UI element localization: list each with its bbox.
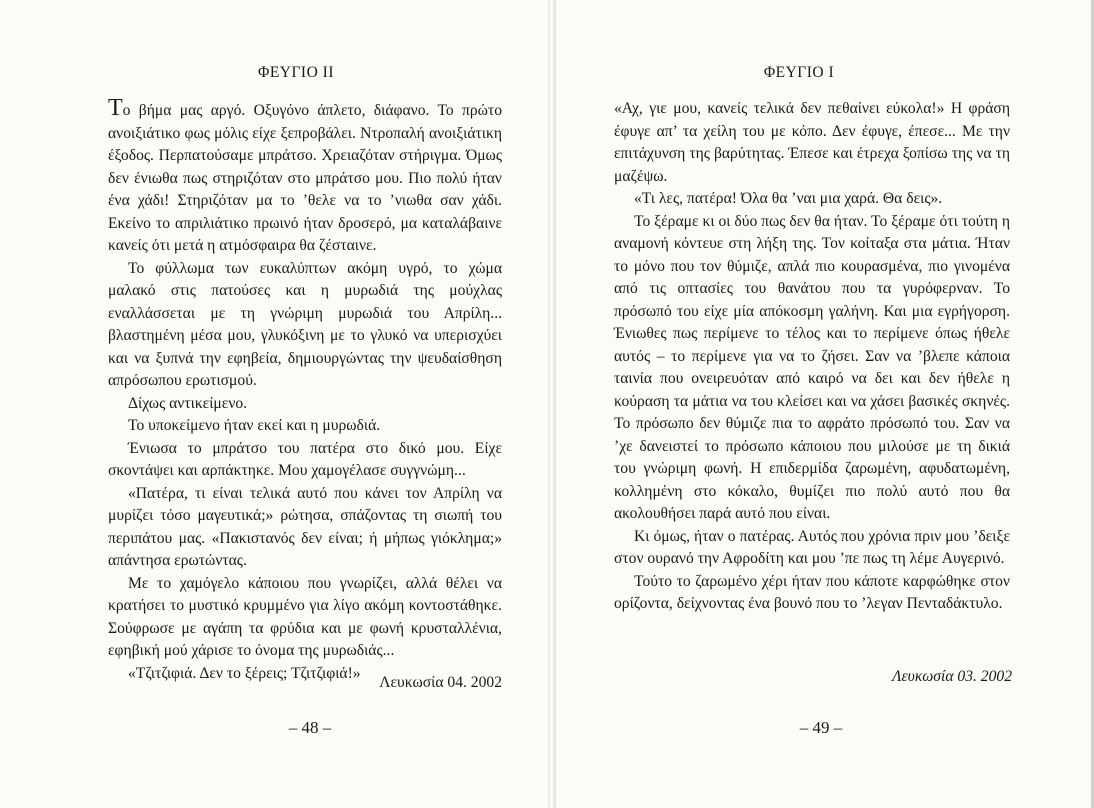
paragraph: Τούτο το ζαρωμένο χέρι ήταν που κάποτε καρφώθηκε στον ορίζοντα, δείχνοντας ένα βουνό που το ’λεγαν Πενταδάκτυλο.	[614, 572, 1010, 612]
right-page	[556, 0, 1094, 808]
paragraph: «Τζιτζιφιά. Δεν το ξέρεις; Τζιτζιφιά!»	[128, 664, 361, 682]
paragraph: Κι όμως, ήταν ο πατέρας. Αυτός που χρόνια πριν μου ’δειξε στον ουρανό την Αφροδίτη και μου ’πε πως τη λέμε Αυγερινό.	[614, 527, 1010, 567]
paragraph: Το ξέραμε κι οι δύο πως δεν θα ήταν. Το ξέραμε ότι τούτη η αναμονή κόντευε στη λήξη της. Τον κοίταξα στα μάτια. Ήταν το μόνο που τον θύμιζε, απλά πιο κουρασμένα, πιο γινομένα από τις οπτασίες του θανάτου που τα γυρόφερναν. Το πρόσωπό του είχε μία απόκοσμη γαλήνη. Και μια εγρήγορση. Ένιωθες πως περίμενε το τέλος και το περίμενε όπως ήθελε αυτός – το περίμενε για να το ζήσει. Σαν να ’βλεπε κάποια ταινία που ονειρευόταν από καιρό να δει και δεν ήθελε η κούραση τα μάτια να του κλείσει και να χάσει βασικές σκηνές. Το πρόσωπο δεν θύμιζε πια το αφράτο πρόσωπό του. Σαν να ’χε δανειστεί το πρόσωπο κάποιου που μιλούσε με τη δικιά του γνώριμη φωνή. Η επιδερμίδα ζαρωμένη, αφυδατωμένη, κολλημένη στο κόκαλο, θυμίζει πιο πολύ αυτό που θα ακολουθήσει παρά αυτό που είναι.	[614, 212, 1010, 522]
paragraph-text: ο βήμα μας αργό. Οξυγόνο άπλετο, διάφανο. Το πρώτο ανοιξιάτικο φως μόλις είχε ξεπροβάλει. Ντροπαλή ανοιξιάτικη έξοδος. Περπατούσαμε μπράτσο. Χρειαζόταν στήριγμα. Όμως δεν ένιωθα πως στηριζόταν στο μπράτσο μου. Πιο πολύ ήταν ένα χάδι! Στηριζόταν μα το ’θελε να το ’νιωθα σαν χάδι. Εκείνο το απριλιάτικο πρωινό ήταν δροσερό, μα καταλάβαινε κανείς ότι μετά η ατμόσφαιρα θα ζέσταινε.	[108, 102, 502, 254]
paragraph: Δίχως αντικείμενο.	[128, 394, 248, 412]
paragraph: Με το χαμόγελο κάποιου που γνωρίζει, αλλά θέλει να κρατήσει το μυστικό κρυμμένο για λίγο ακόμη κοντοστάθηκε. Σούφρωσε με αγάπη τα φρύδια και με φωνή κρυσταλλένια, εφηβική μού χάρισε το όνομα της μυρωδιάς...	[108, 574, 502, 659]
chapter-text	[108, 95, 502, 685]
paragraph: «Αχ, γιε μου, κανείς τελικά δεν πεθαίνει εύκολα!» Η φράση έφυγε απ’ τα χείλη του με κόπο. Δεν έφυγε, έπεσε... Με την επιτάχυνση της βαρύτητας. Έπεσε και έτρεχα ξοπίσω της να τη μαζέψω.	[614, 100, 1010, 185]
paragraph: Το φύλλωμα των ευκαλύπτων ακόμη υγρό, το χώμα μαλακό στις πατούσες και η μυρωδιά της μούχλας εναλλάσσεται με τη γνώριμη μυρωδιά του Απρίλη... βλαστημένη μέσα μου, γλυκόξινη με το γλυκό να υπερισχύει και να ξυπνά την εφηβεία, δημιουργώντας την ψευδαίσθηση απρόσωπου ερωτισμού.	[108, 259, 502, 389]
paragraph	[108, 95, 502, 258]
paragraph: «Τι λες, πατέρα! Όλα θα ’ναι μια χαρά. Θα δεις».	[634, 190, 943, 207]
place-date-signature: Λευκωσία 04. 2002	[379, 674, 502, 691]
book-gutter	[548, 0, 556, 808]
chapter-title: ΦΕΥΓΙΟ ΙΙ	[257, 64, 334, 81]
paragraph: «Πατέρα, τι είναι τελικά αυτό που κάνει τον Απρίλη να μυρίζει τόσο μαγευτικά;» ρώτησα, σπάζοντας τη σιωπή του περιπάτου μας. «Πακιστανός δεν είναι; ή μήπως γιόκλημα;» απάντησα ερωτώντας.	[108, 484, 502, 569]
paragraph: Ένιωσα το μπράτσο του πατέρα στο δικό μου. Είχε σκοντάψει και αρπάκτηκε. Μου χαμογέλασε συγγνώμη...	[108, 439, 502, 479]
place-date-signature: Λευκωσία 03. 2002	[892, 668, 1012, 685]
drop-cap: Τ	[108, 95, 123, 121]
chapter-title: ΦΕΥΓΙΟ Ι	[763, 64, 835, 81]
chapter-text	[614, 98, 1010, 616]
page-number: – 48 –	[288, 718, 332, 737]
paragraph: Το υποκείμενο ήταν εκεί και η μυρωδιά.	[128, 417, 381, 434]
page-number: – 49 –	[799, 718, 843, 737]
